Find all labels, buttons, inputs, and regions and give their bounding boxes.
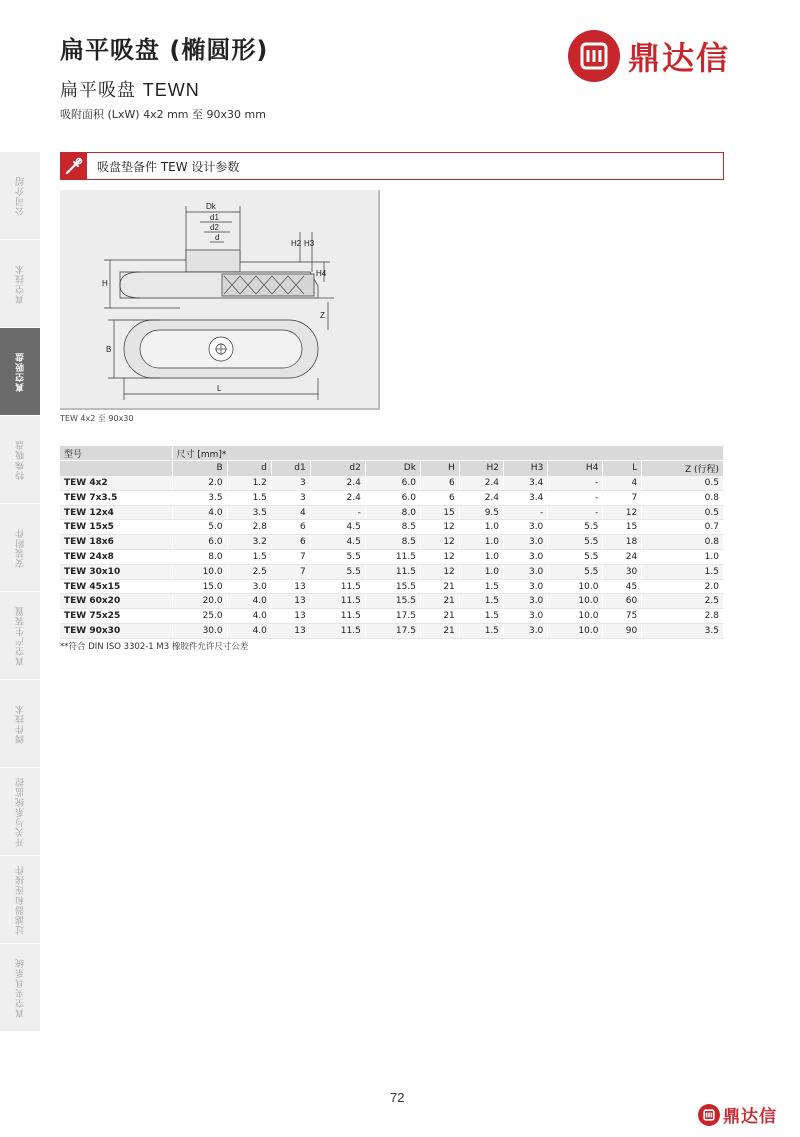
value-cell: 2.5 bbox=[642, 594, 724, 609]
value-cell: 5.5 bbox=[548, 535, 603, 550]
value-cell: 8.0 bbox=[172, 550, 227, 565]
side-tab-label: 阀件技术 bbox=[15, 703, 26, 744]
value-cell: 21 bbox=[420, 594, 459, 609]
col-header: H bbox=[420, 461, 459, 476]
value-cell: 1.5 bbox=[642, 564, 724, 579]
value-cell: 3.0 bbox=[504, 564, 548, 579]
value-cell: 0.8 bbox=[642, 535, 724, 550]
value-cell: 1.5 bbox=[459, 594, 503, 609]
value-cell: 5.5 bbox=[548, 520, 603, 535]
model-cell: TEW 4x2 bbox=[60, 476, 172, 491]
col-type-header: 型号 bbox=[60, 446, 172, 461]
value-cell: 4.0 bbox=[227, 624, 271, 639]
col-header: d2 bbox=[310, 461, 365, 476]
side-tab-valves[interactable] bbox=[0, 680, 40, 768]
value-cell: 2.4 bbox=[310, 490, 365, 505]
value-cell: 3.0 bbox=[504, 609, 548, 624]
table-row bbox=[60, 490, 724, 505]
dim-label-dk: Dk bbox=[206, 202, 216, 211]
dim-label-l: L bbox=[217, 384, 222, 393]
value-cell: 5.5 bbox=[548, 550, 603, 565]
value-cell: 11.5 bbox=[365, 550, 420, 565]
value-cell: 2.4 bbox=[310, 476, 365, 491]
page-title: 扁平吸盘 (椭圆形) bbox=[60, 36, 269, 64]
value-cell: 6 bbox=[420, 476, 459, 491]
col-header: H2 bbox=[459, 461, 503, 476]
value-cell: 30 bbox=[603, 564, 642, 579]
value-cell: - bbox=[548, 476, 603, 491]
side-tab-label: 真空产生装置 bbox=[15, 605, 26, 666]
model-cell: TEW 60x20 bbox=[60, 594, 172, 609]
value-cell: 0.5 bbox=[642, 476, 724, 491]
table-row bbox=[60, 624, 724, 639]
value-cell: 4.5 bbox=[310, 535, 365, 550]
side-tab-company[interactable] bbox=[0, 152, 40, 240]
side-tab-mounting[interactable] bbox=[0, 504, 40, 592]
value-cell: 25.0 bbox=[172, 609, 227, 624]
section-title: 吸盘垫备件 TEW 设计参数 bbox=[97, 159, 240, 174]
value-cell: 6 bbox=[420, 490, 459, 505]
table-row bbox=[60, 535, 724, 550]
value-cell: 4.0 bbox=[172, 505, 227, 520]
value-cell: 0.8 bbox=[642, 490, 724, 505]
value-cell: 10.0 bbox=[172, 564, 227, 579]
value-cell: 3.5 bbox=[227, 505, 271, 520]
value-cell: 4.5 bbox=[310, 520, 365, 535]
value-cell: 1.0 bbox=[459, 520, 503, 535]
value-cell: 12 bbox=[603, 505, 642, 520]
value-cell: 6.0 bbox=[365, 476, 420, 491]
value-cell: 24 bbox=[603, 550, 642, 565]
value-cell: 4.0 bbox=[227, 609, 271, 624]
value-cell: 1.0 bbox=[459, 564, 503, 579]
col-header: L bbox=[603, 461, 642, 476]
value-cell: 15 bbox=[603, 520, 642, 535]
side-tab-vacuum-generators[interactable] bbox=[0, 592, 40, 680]
value-cell: 0.5 bbox=[642, 505, 724, 520]
value-cell: 90 bbox=[603, 624, 642, 639]
value-cell: 2.4 bbox=[459, 490, 503, 505]
table-row bbox=[60, 505, 724, 520]
col-header: Z (行程) bbox=[642, 461, 724, 476]
brand-logo bbox=[568, 28, 730, 84]
page-number: 72 bbox=[390, 1090, 405, 1105]
value-cell: 15 bbox=[420, 505, 459, 520]
value-cell: 3 bbox=[271, 476, 310, 491]
side-tab-label: 安装附件 bbox=[15, 527, 26, 568]
value-cell: 3.2 bbox=[227, 535, 271, 550]
value-cell: 10.0 bbox=[548, 579, 603, 594]
value-cell: 3.0 bbox=[504, 520, 548, 535]
side-tab-label: 公司介绍 bbox=[15, 175, 26, 216]
spec-table-body bbox=[60, 476, 724, 639]
brand-logo-icon bbox=[698, 1104, 720, 1126]
table-row bbox=[60, 476, 724, 491]
col-header: d1 bbox=[271, 461, 310, 476]
col-header: H4 bbox=[548, 461, 603, 476]
brand-name: 鼎达信 bbox=[628, 39, 731, 77]
value-cell: 13 bbox=[271, 594, 310, 609]
value-cell: 2.0 bbox=[172, 476, 227, 491]
spec-table bbox=[60, 446, 724, 639]
value-cell: - bbox=[548, 505, 603, 520]
dim-group-header: 尺寸 [mm]* bbox=[172, 446, 724, 461]
value-cell: 6.0 bbox=[172, 535, 227, 550]
value-cell: 2.4 bbox=[459, 476, 503, 491]
side-tab-label: 真空夹具系统 bbox=[15, 957, 26, 1018]
dim-label-d2: d2 bbox=[210, 223, 219, 232]
value-cell: 1.2 bbox=[227, 476, 271, 491]
value-cell: 12 bbox=[420, 550, 459, 565]
side-tab-label: 真空技术 bbox=[15, 263, 26, 304]
value-cell: 3.0 bbox=[504, 535, 548, 550]
model-cell: TEW 12x4 bbox=[60, 505, 172, 520]
value-cell: 17.5 bbox=[365, 609, 420, 624]
side-tab-suction-cups[interactable] bbox=[0, 328, 40, 416]
value-cell: 2.5 bbox=[227, 564, 271, 579]
side-tab-label: 过滤器和连接件 bbox=[15, 864, 26, 935]
value-cell: 2.8 bbox=[227, 520, 271, 535]
value-cell: 11.5 bbox=[310, 579, 365, 594]
tolerance-footnote: **符合 DIN ISO 3302-1 M3 橡胶件允许尺寸公差 bbox=[60, 642, 249, 652]
value-cell: 5.5 bbox=[310, 550, 365, 565]
dim-label-h3: H3 bbox=[304, 239, 315, 248]
side-tab-filters[interactable] bbox=[0, 856, 40, 944]
value-cell: 6.0 bbox=[365, 490, 420, 505]
value-cell: 3.5 bbox=[642, 624, 724, 639]
value-cell: 18 bbox=[603, 535, 642, 550]
drawing-caption: TEW 4x2 至 90x30 bbox=[60, 414, 134, 423]
value-cell: 21 bbox=[420, 579, 459, 594]
dim-label-h4: H4 bbox=[316, 269, 327, 278]
value-cell: 4 bbox=[603, 476, 642, 491]
value-cell: 5.5 bbox=[548, 564, 603, 579]
value-cell: 3 bbox=[271, 490, 310, 505]
value-cell: 8.5 bbox=[365, 520, 420, 535]
brand-logo-icon bbox=[568, 30, 620, 82]
side-tab-label: 特殊吸盘 bbox=[15, 439, 26, 480]
col-header: B bbox=[172, 461, 227, 476]
chapter-side-tabs bbox=[0, 152, 40, 1032]
model-cell: TEW 90x30 bbox=[60, 624, 172, 639]
value-cell: 1.0 bbox=[459, 550, 503, 565]
gear-tool-icon bbox=[61, 153, 87, 179]
side-tab-label: 真空吸盘 bbox=[15, 351, 26, 392]
value-cell: 13 bbox=[271, 579, 310, 594]
value-cell: 10.0 bbox=[548, 594, 603, 609]
brand-name: 鼎达信 bbox=[723, 1107, 777, 1127]
suction-area-range: 吸附面积 (LxW) 4x2 mm 至 90x30 mm bbox=[60, 108, 266, 121]
side-tab-switches[interactable] bbox=[0, 768, 40, 856]
value-cell: 3.4 bbox=[504, 476, 548, 491]
value-cell: 1.5 bbox=[459, 609, 503, 624]
value-cell: 11.5 bbox=[310, 594, 365, 609]
value-cell: 1.5 bbox=[459, 624, 503, 639]
value-cell: 75 bbox=[603, 609, 642, 624]
table-row bbox=[60, 579, 724, 594]
value-cell: 11.5 bbox=[310, 624, 365, 639]
value-cell: 1.5 bbox=[227, 550, 271, 565]
model-cell: TEW 24x8 bbox=[60, 550, 172, 565]
dim-label-d1: d1 bbox=[210, 213, 219, 222]
value-cell: 4 bbox=[271, 505, 310, 520]
value-cell: 10.0 bbox=[548, 609, 603, 624]
value-cell: 3.0 bbox=[227, 579, 271, 594]
value-cell: 9.5 bbox=[459, 505, 503, 520]
col-header: H3 bbox=[504, 461, 548, 476]
dim-label-b: B bbox=[106, 345, 112, 354]
value-cell: 0.7 bbox=[642, 520, 724, 535]
value-cell: 30.0 bbox=[172, 624, 227, 639]
table-row bbox=[60, 550, 724, 565]
table-row bbox=[60, 594, 724, 609]
value-cell: 11.5 bbox=[365, 564, 420, 579]
dim-label-h2: H2 bbox=[291, 239, 302, 248]
technical-drawing bbox=[60, 190, 380, 410]
section-header bbox=[60, 152, 724, 180]
value-cell: 8.5 bbox=[365, 535, 420, 550]
model-cell: TEW 15x5 bbox=[60, 520, 172, 535]
side-tab-label: 开关与系统监控 bbox=[15, 776, 26, 847]
dim-label-d: d bbox=[215, 233, 220, 242]
value-cell: 3.0 bbox=[504, 594, 548, 609]
value-cell: 8.0 bbox=[365, 505, 420, 520]
value-cell: 5.5 bbox=[310, 564, 365, 579]
value-cell: 3.0 bbox=[504, 624, 548, 639]
value-cell: - bbox=[310, 505, 365, 520]
value-cell: 3.5 bbox=[172, 490, 227, 505]
value-cell: 21 bbox=[420, 624, 459, 639]
value-cell: 2.8 bbox=[642, 609, 724, 624]
dim-label-z: Z bbox=[320, 311, 325, 320]
value-cell: 7 bbox=[603, 490, 642, 505]
footer-logo bbox=[698, 1102, 777, 1127]
value-cell: 3.0 bbox=[504, 550, 548, 565]
value-cell: 13 bbox=[271, 609, 310, 624]
value-cell: 15.5 bbox=[365, 594, 420, 609]
value-cell: 7 bbox=[271, 564, 310, 579]
value-cell: 1.0 bbox=[642, 550, 724, 565]
subtitle-cn: 扁平吸盘 bbox=[60, 80, 136, 101]
value-cell: 15.5 bbox=[365, 579, 420, 594]
model-cell: TEW 7x3.5 bbox=[60, 490, 172, 505]
value-cell: 1.5 bbox=[227, 490, 271, 505]
value-cell: 12 bbox=[420, 520, 459, 535]
table-row bbox=[60, 520, 724, 535]
value-cell: 5.0 bbox=[172, 520, 227, 535]
value-cell: 3.0 bbox=[504, 579, 548, 594]
value-cell: 20.0 bbox=[172, 594, 227, 609]
value-cell: 7 bbox=[271, 550, 310, 565]
value-cell: 13 bbox=[271, 624, 310, 639]
value-cell: 15.0 bbox=[172, 579, 227, 594]
value-cell: 10.0 bbox=[548, 624, 603, 639]
table-row bbox=[60, 609, 724, 624]
value-cell: 45 bbox=[603, 579, 642, 594]
value-cell: 12 bbox=[420, 535, 459, 550]
side-tab-grippers[interactable] bbox=[0, 944, 40, 1032]
value-cell: 2.0 bbox=[642, 579, 724, 594]
side-tab-special-cups[interactable] bbox=[0, 416, 40, 504]
model-cell: TEW 75x25 bbox=[60, 609, 172, 624]
product-subtitle bbox=[60, 76, 200, 102]
value-cell: 6 bbox=[271, 520, 310, 535]
col-header: Dk bbox=[365, 461, 420, 476]
table-column-row bbox=[60, 461, 724, 476]
value-cell: - bbox=[504, 505, 548, 520]
model-cell: TEW 30x10 bbox=[60, 564, 172, 579]
subtitle-model: TEWN bbox=[142, 80, 200, 100]
side-tab-vacuum-tech[interactable] bbox=[0, 240, 40, 328]
col-header-blank bbox=[60, 461, 172, 476]
drawing-svg bbox=[60, 190, 380, 410]
value-cell: 12 bbox=[420, 564, 459, 579]
value-cell: 1.5 bbox=[459, 579, 503, 594]
model-cell: TEW 18x6 bbox=[60, 535, 172, 550]
col-header: d bbox=[227, 461, 271, 476]
table-row bbox=[60, 564, 724, 579]
value-cell: - bbox=[548, 490, 603, 505]
value-cell: 6 bbox=[271, 535, 310, 550]
value-cell: 1.0 bbox=[459, 535, 503, 550]
value-cell: 17.5 bbox=[365, 624, 420, 639]
value-cell: 60 bbox=[603, 594, 642, 609]
value-cell: 4.0 bbox=[227, 594, 271, 609]
value-cell: 11.5 bbox=[310, 609, 365, 624]
value-cell: 3.4 bbox=[504, 490, 548, 505]
model-cell: TEW 45x15 bbox=[60, 579, 172, 594]
table-header-row bbox=[60, 446, 724, 461]
dim-label-h: H bbox=[102, 279, 108, 288]
value-cell: 21 bbox=[420, 609, 459, 624]
